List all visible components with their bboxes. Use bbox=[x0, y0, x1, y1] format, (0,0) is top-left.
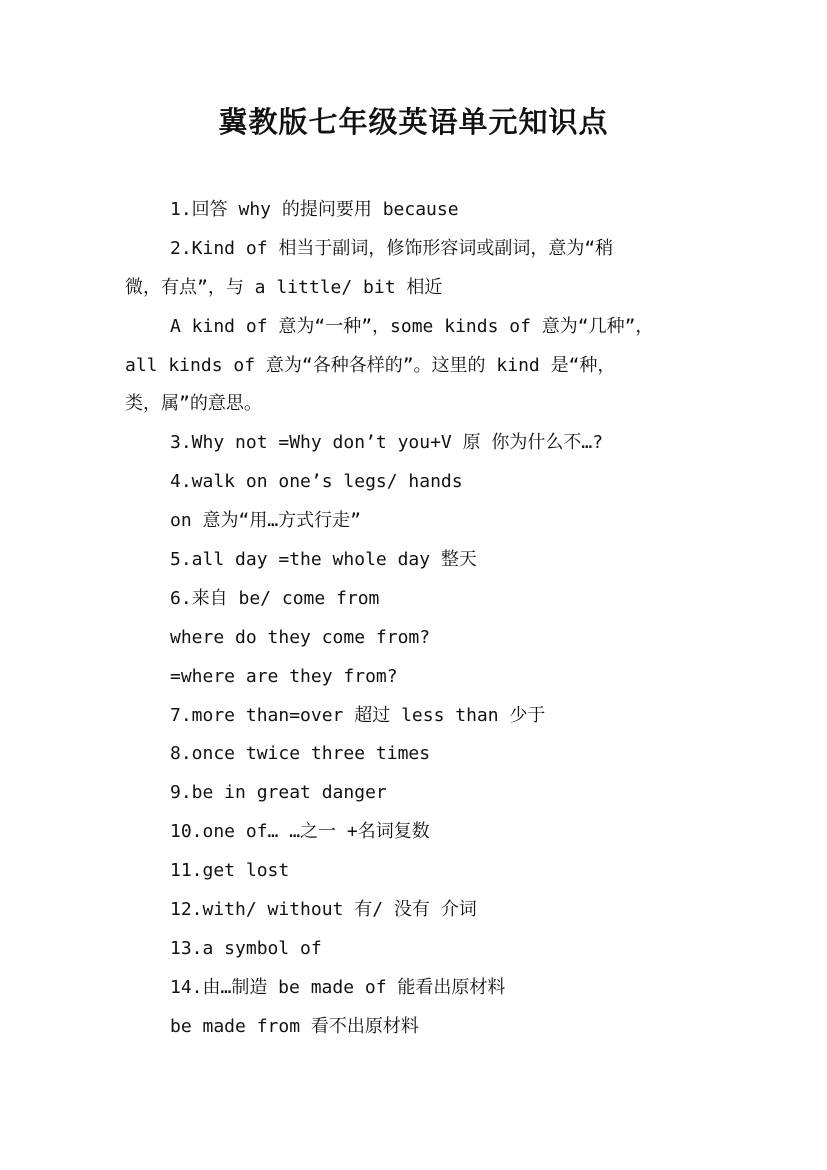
text-line-10: 5.all day =the whole day 整天 bbox=[170, 549, 477, 571]
text-line-3: 微，有点”，与 a little/ bit 相近 bbox=[125, 276, 443, 298]
text-line-1: 1.回答 why 的提问要用 because bbox=[170, 199, 459, 220]
text-line-8: 4.walk on one’s legs/ hands bbox=[170, 471, 463, 493]
text-line-19: 12.with/ without 有/ 没有 介词 bbox=[170, 899, 477, 921]
text-line-16: 9.be in great danger bbox=[170, 782, 387, 804]
text-line-22: be made from 看不出原材料 bbox=[170, 1015, 419, 1037]
text-line-18: 11.get lost bbox=[170, 860, 290, 882]
text-line-7: 3.Why not =Why don’t you+V 原 你为什么不…? bbox=[170, 432, 604, 454]
text-line-17: 10.one of… …之一 +名词复数 bbox=[170, 821, 430, 843]
page-title: 冀教版七年级英语单元知识点 bbox=[218, 105, 609, 139]
text-line-13: =where are they from? bbox=[170, 665, 398, 687]
text-line-11: 6.来自 be/ come from bbox=[170, 587, 380, 609]
text-line-5: all kinds of 意为“各种各样的”。这里的 kind 是“种， bbox=[125, 354, 616, 376]
text-line-20: 13.a symbol of bbox=[170, 937, 322, 959]
text-line-9: on 意为“用…方式行走” bbox=[170, 510, 362, 532]
text-line-21: 14.由…制造 be made of 能看出原材料 bbox=[170, 976, 506, 998]
text-line-2: 2.Kind of 相当于副词，修饰形容词或副词，意为“稍 bbox=[170, 237, 614, 259]
text-line-15: 8.once twice three times bbox=[170, 743, 431, 765]
text-line-6: 类，属”的意思。 bbox=[125, 393, 262, 415]
text-line-12: where do they come from? bbox=[170, 626, 431, 648]
text-line-4: A kind of 意为“一种”，some kinds of 意为“几种”， bbox=[170, 315, 654, 337]
text-line-14: 7.more than=over 超过 less than 少于 bbox=[170, 704, 546, 726]
document-body bbox=[125, 191, 715, 1047]
